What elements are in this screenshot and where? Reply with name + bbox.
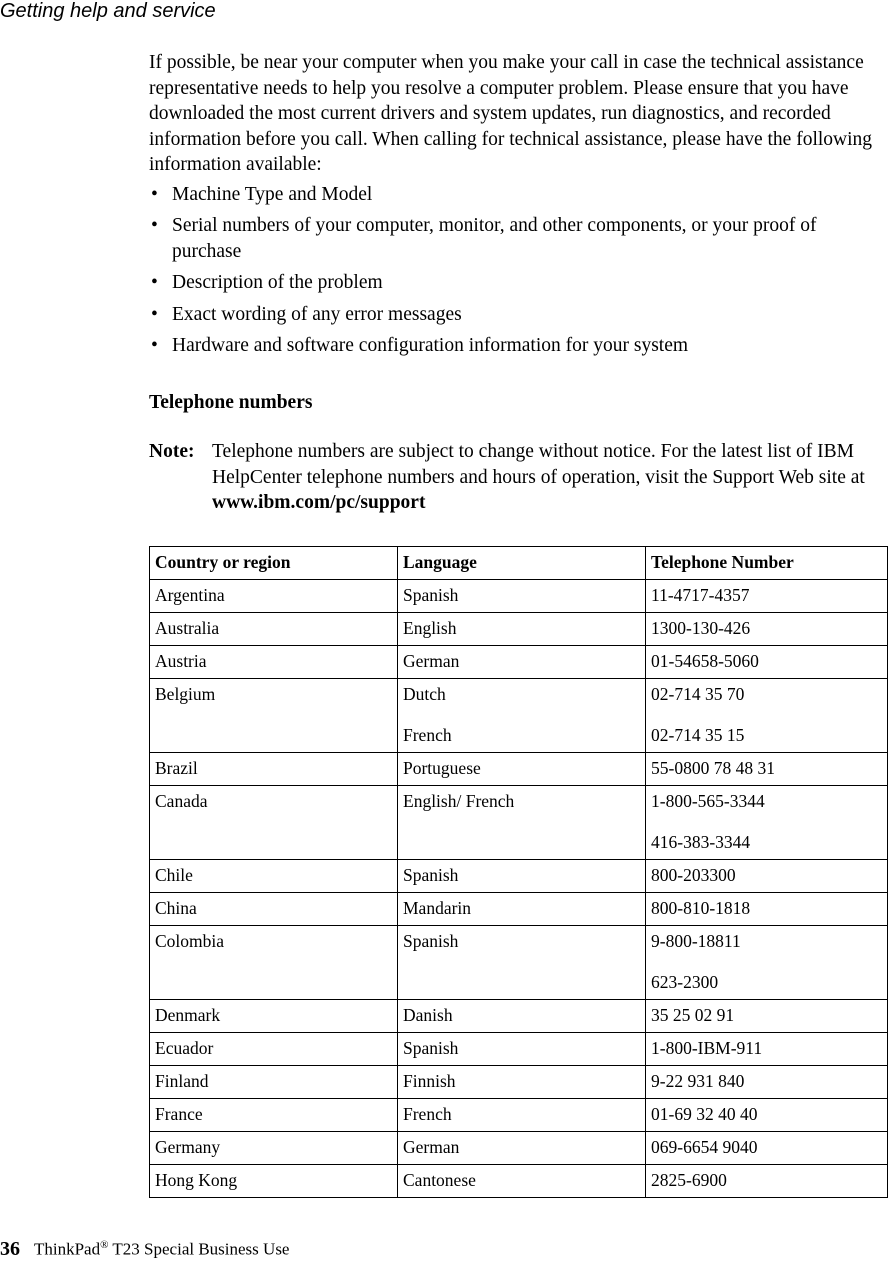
cell-phone <box>646 786 888 860</box>
phone-value: 2825-6900 <box>651 1170 727 1190</box>
phone-value: 623-2300 <box>651 972 719 992</box>
list-item: • Exact wording of any error messages <box>151 303 462 325</box>
phone-value: 1-800-IBM-911 <box>651 1038 763 1058</box>
cell-phone <box>646 893 888 926</box>
list-item: • Description of the problem <box>151 272 383 293</box>
phone-value: 01-54658-5060 <box>651 651 759 671</box>
list-item: • Hardware and software configuration information for your system <box>151 335 689 356</box>
cell-language <box>398 786 646 860</box>
phone-value: 1300-130-426 <box>651 618 751 638</box>
list-item: • Serial numbers of your computer, monitor, and other components, or your proof of purchase <box>151 215 817 262</box>
language-value: Finnish <box>403 1071 456 1091</box>
language-value: Spanish <box>403 585 459 605</box>
cell-phone <box>646 1132 888 1165</box>
cell-phone <box>646 580 888 613</box>
cell-language <box>398 613 646 646</box>
language-value: Dutch <box>403 684 446 704</box>
cell-language <box>398 860 646 893</box>
cell-country: Chile <box>150 860 398 893</box>
language-value: Danish <box>403 1005 453 1025</box>
telephone-table <box>149 546 888 1198</box>
cell-phone <box>646 679 888 753</box>
language-value: German <box>403 1137 460 1157</box>
table-row <box>150 679 888 753</box>
cell-country: Germany <box>150 1132 398 1165</box>
cell-phone <box>646 1000 888 1033</box>
table-row <box>150 1165 888 1198</box>
cell-country: Brazil <box>150 753 398 786</box>
product-name-rest: T23 Special Business Use <box>108 1239 290 1259</box>
cell-country: Ecuador <box>150 1033 398 1066</box>
language-value: English/ French <box>403 791 515 811</box>
language-value: German <box>403 651 460 671</box>
column-header-phone: Telephone Number <box>646 547 888 580</box>
table-row <box>150 613 888 646</box>
cell-language <box>398 1099 646 1132</box>
cell-country: Colombia <box>150 926 398 1000</box>
cell-country: Hong Kong <box>150 1165 398 1198</box>
info-checklist <box>149 182 885 359</box>
cell-language <box>398 926 646 1000</box>
cell-country: Denmark <box>150 1000 398 1033</box>
support-url: www.ibm.com/pc/support <box>212 492 426 513</box>
language-value: Portuguese <box>403 758 481 778</box>
cell-language <box>398 646 646 679</box>
cell-phone <box>646 753 888 786</box>
phone-value: 9-800-18811 <box>651 931 741 951</box>
phone-value: 11-4717-4357 <box>651 585 750 605</box>
phone-value: 02-714 35 15 <box>651 725 745 745</box>
list-item: • Machine Type and Model <box>151 183 373 205</box>
cell-phone <box>646 1066 888 1099</box>
table-row <box>150 1000 888 1033</box>
phone-value: 800-203300 <box>651 865 736 885</box>
phone-value: 800-810-1818 <box>651 898 751 918</box>
cell-language <box>398 1000 646 1033</box>
cell-language <box>398 1165 646 1198</box>
table-row <box>150 786 888 860</box>
intro-paragraph: If possible, be near your computer when you make your call in case the technical assistance representative needs to help you resolve a computer problem. Please ensure that you have downloaded the most current drivers and system updates, run diagnostics, and recorded information before you call. When calling for technical assistance, please have the following information available: <box>149 52 873 175</box>
column-header-country: Country or region <box>150 547 398 580</box>
page-number: 36 <box>0 1237 20 1260</box>
cell-language <box>398 1066 646 1099</box>
cell-country: Finland <box>150 1066 398 1099</box>
cell-country: Austria <box>150 646 398 679</box>
table-row <box>150 580 888 613</box>
table-header-row <box>150 547 888 580</box>
cell-phone <box>646 1099 888 1132</box>
language-value: Spanish <box>403 931 459 951</box>
cell-phone <box>646 1033 888 1066</box>
cell-phone <box>646 860 888 893</box>
column-header-language: Language <box>398 547 646 580</box>
table-row <box>150 753 888 786</box>
note-text: Telephone numbers are subject to change without notice. For the latest list of IBM HelpCenter telephone numbers and hours of operation, visit the Support Web site at <box>212 441 865 488</box>
language-value: Spanish <box>403 1038 459 1058</box>
phone-value: 35 25 02 91 <box>651 1005 735 1025</box>
cell-language <box>398 580 646 613</box>
phone-value: 1-800-565-3344 <box>651 791 765 811</box>
phone-value: 416-383-3344 <box>651 832 751 852</box>
cell-country: Australia <box>150 613 398 646</box>
cell-country: France <box>150 1099 398 1132</box>
phone-value: 069-6654 9040 <box>651 1137 758 1157</box>
phone-value: 9-22 931 840 <box>651 1071 745 1091</box>
language-value: Spanish <box>403 865 459 885</box>
cell-country: Canada <box>150 786 398 860</box>
cell-language <box>398 1033 646 1066</box>
cell-phone <box>646 613 888 646</box>
language-value: Mandarin <box>403 898 472 918</box>
page-content <box>149 50 885 516</box>
cell-phone <box>646 926 888 1000</box>
language-value: French <box>403 1104 452 1124</box>
language-value: Cantonese <box>403 1170 476 1190</box>
note-label: Note: <box>149 441 195 462</box>
phone-value: 55-0800 78 48 31 <box>651 758 775 778</box>
table-row <box>150 1066 888 1099</box>
cell-country: Argentina <box>150 580 398 613</box>
section-title: Telephone numbers <box>149 391 313 413</box>
table-row <box>150 926 888 1000</box>
cell-phone <box>646 1165 888 1198</box>
running-head: Getting help and service <box>0 0 216 22</box>
cell-country: China <box>150 893 398 926</box>
cell-language <box>398 1132 646 1165</box>
table-row <box>150 860 888 893</box>
table-row <box>150 1033 888 1066</box>
cell-language <box>398 893 646 926</box>
table-body <box>150 580 888 1198</box>
table-row <box>150 1132 888 1165</box>
language-value: French <box>403 725 452 745</box>
table-row <box>150 893 888 926</box>
phone-value: 02-714 35 70 <box>651 684 745 704</box>
cell-country: Belgium <box>150 679 398 753</box>
cell-phone <box>646 646 888 679</box>
table-row <box>150 646 888 679</box>
note <box>149 439 885 516</box>
table-row <box>150 1099 888 1132</box>
registered-mark: ® <box>100 1239 109 1251</box>
language-value: English <box>403 618 457 638</box>
phone-value: 01-69 32 40 40 <box>651 1104 758 1124</box>
cell-language <box>398 679 646 753</box>
product-name: ThinkPad <box>34 1239 101 1259</box>
cell-language <box>398 753 646 786</box>
